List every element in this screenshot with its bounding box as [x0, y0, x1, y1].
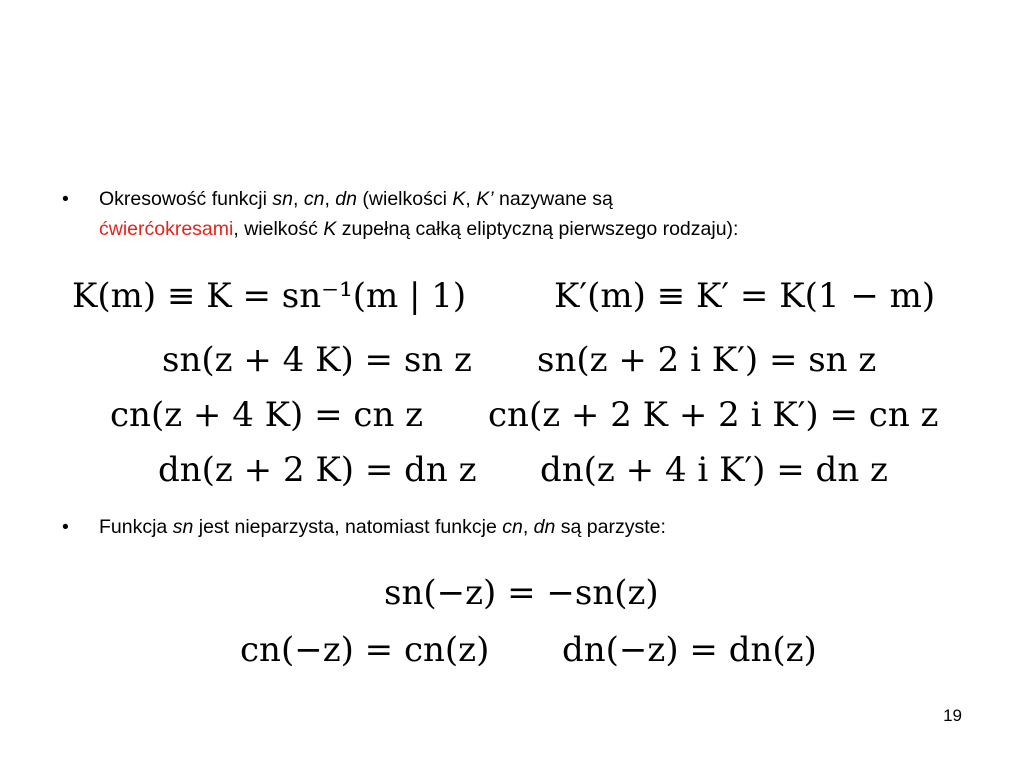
text-segment: zupełną całką eliptyczną pierwszego rodzaju):: [336, 218, 739, 240]
text-segment: Funkcja: [99, 516, 173, 538]
equation-sn-odd: sn(−z) = −sn(z): [384, 573, 659, 613]
text-segment: , wielkość: [233, 218, 324, 240]
text-segment: nazywane są: [493, 188, 613, 210]
equation-K-prime-definition: K′(m) ≡ K′ = K(1 − m): [554, 276, 936, 316]
text-segment-italic: sn: [272, 188, 293, 210]
text-segment-italic: cn: [502, 516, 523, 538]
text-segment-italic: K: [323, 218, 337, 240]
bullet-dot: •: [62, 516, 69, 538]
text-segment-italic: dn: [533, 516, 556, 538]
equation-dn-period-imag: dn(z + 4 i K′) = dn z: [540, 450, 888, 490]
equation-sn-period-real: sn(z + 4 K) = sn z: [162, 340, 472, 380]
text-segment: jest nieparzysta, natomiast funkcje: [193, 516, 503, 538]
highlighted-term: ćwierćokresami: [99, 218, 234, 240]
text-segment: ,: [465, 188, 477, 210]
text-segment: są parzyste:: [555, 516, 666, 538]
text-segment-italic: dn: [335, 188, 357, 210]
equation-dn-period-real: dn(z + 2 K) = dn z: [158, 450, 477, 490]
text-segment: ,: [324, 188, 336, 210]
bullet-periodicity: [62, 184, 962, 244]
bullet-text: [99, 512, 962, 542]
text-segment: ,: [522, 516, 534, 538]
text-segment: ,: [293, 188, 304, 210]
text-segment-italic: sn: [172, 516, 194, 538]
equation-cn-period-mixed: cn(z + 2 K + 2 i K′) = cn z: [488, 395, 939, 435]
text-segment: (wielkości: [357, 188, 453, 210]
equation-dn-even: dn(−z) = dn(z): [562, 630, 817, 670]
slide-number: 19: [943, 706, 962, 725]
text-segment: Okresowość funkcji: [99, 188, 273, 210]
equation-cn-period-real: cn(z + 4 K) = cn z: [110, 395, 424, 435]
text-segment-italic: K’: [476, 188, 494, 210]
equation-cn-even: cn(−z) = cn(z): [240, 630, 490, 670]
text-segment-italic: K: [452, 188, 466, 210]
equation-sn-period-imag: sn(z + 2 i K′) = sn z: [537, 340, 877, 380]
bullet-text: [99, 184, 962, 244]
equation-K-definition: K(m) ≡ K = sn⁻¹(m | 1): [72, 276, 467, 316]
bullet-parity: [62, 512, 962, 542]
bullet-dot: •: [62, 188, 69, 210]
text-segment-italic: cn: [303, 188, 325, 210]
